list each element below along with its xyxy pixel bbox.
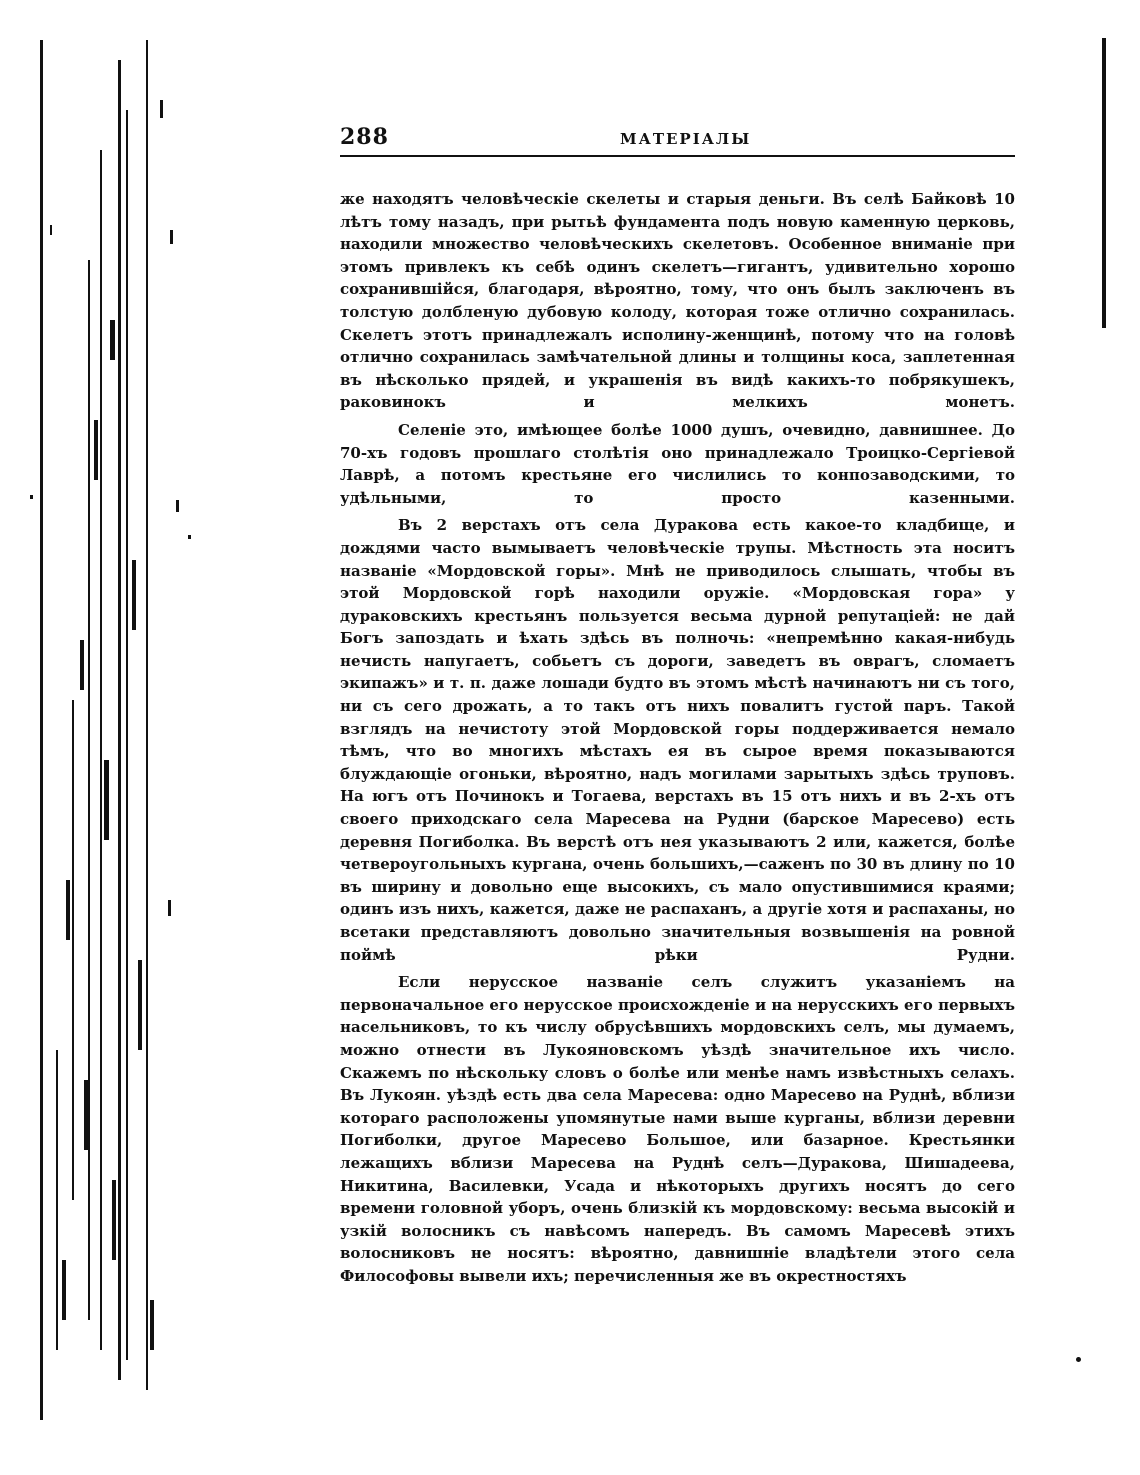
scan-right-edge	[1098, 30, 1118, 330]
running-title: МАТЕРІАЛЫ	[620, 130, 752, 148]
paragraph: Въ 2 верстахъ отъ села Дуракова есть какое-то кладбище, и дождями часто вымываетъ человѣческіе трупы. Мѣстность эта носитъ названіе «Мордовской горы». Мнѣ не приводилось слышать, чтобы въ этой Мордовской горѣ находили оружіе. «Мордовская гора» у дураковскихъ крестьянъ пользуется весьма дурной репутаціей: не дай Богъ запоздать и ѣхать здѣсь въ полночь: «непремѣнно какая-нибудь нечисть напугаетъ, собьетъ съ дороги, заведетъ въ оврагъ, сломаетъ экипажъ» и т. п. даже лошади будто въ этомъ мѣстѣ начинаютъ ни съ того, ни съ сего дрожать, а то такъ отъ нихъ повалитъ густой паръ. Такой взглядъ на нечистоту этой Мордовской горы поддерживается немало тѣмъ, что во многихъ мѣстахъ ея въ сырое время показываются блуждающіе огоньки, вѣроятно, надъ могилами зарытыхъ здѣсь труповъ. На югъ отъ Починокъ и Тогаева, верстахъ въ 15 отъ нихъ и въ 2-хъ отъ своего приходскаго села Маресева на Рудни (барское Маресево) есть деревня Погиболка. Въ верстѣ отъ нея указываютъ 2 или, кажется, болѣе четвероугольныхъ кургана, очень большихъ,—саженъ по 30 въ длину по 10 въ ширину и довольно еще высокихъ, съ мало опустившимися краями; одинъ изъ нихъ, кажется, даже не распаханъ, а другіе хотя и распаханы, но всетаки представляютъ довольно значительныя возвышенія на ровной поймѣ рѣки Рудни.	[340, 516, 1015, 964]
paragraph: же находятъ человѣческіе скелеты и старыя деньги. Въ селѣ Байковѣ 10 лѣтъ тому назадъ, при рытьѣ фундамента подъ новую каменную церковь, находили множество человѣческихъ скелетовъ. Особенное вниманіе при этомъ привлекъ къ себѣ одинъ скелетъ—гигантъ, удивительно хорошо сохранившійся, благодаря, вѣроятно, тому, что онъ былъ заключенъ въ толстую долбленую дубовую колоду, которая тоже отлично сохранилась. Скелетъ этотъ принадлежалъ исполину-женщинѣ, потому что на головѣ отлично сохранилась замѣчательной длины и толщины коса, заплетенная въ нѣсколько прядей, и украшенія въ видѣ какихъ-то побрякушекъ, раковинокъ и мелкихъ монетъ.	[340, 190, 1015, 412]
scan-speck	[1076, 1357, 1081, 1362]
scan-binding-edge	[0, 0, 200, 1475]
paragraph: Селеніе это, имѣющее болѣе 1000 душъ, очевидно, давнишнее. До 70-хъ годовъ прошлаго столѣтія оно принадлежало Троицко-Сергіевой Лаврѣ, а потомъ крестьяне его числились то конпозаводскими, то удѣльными, то просто казенными.	[340, 420, 1015, 507]
header-rule	[340, 155, 1015, 157]
text-column	[340, 188, 1015, 1293]
page-number: 288	[340, 124, 389, 150]
paragraph: Если нерусское названіе селъ служитъ указаніемъ на первоначальное его нерусское происхожденіе и на нерусскихъ его первыхъ насельниковъ, то къ числу обрусѣвшихъ мордовскихъ селъ, мы думаемъ, можно отнести въ Лукояновскомъ уѣздѣ значительное ихъ число. Скажемъ по нѣскольку словъ о болѣе или менѣе намъ извѣстныхъ селахъ. Въ Лукоян. уѣздѣ есть два села Маресева: одно Маресево на Руднѣ, вблизи котораго расположены упомянутые нами выше курганы, вблизи деревни Погиболки, другое Маресево Большое, или базарное. Крестьянки лежащихъ вблизи Маресева на Руднѣ селъ—Дуракова, Шишадеева, Никитина, Василевки, Усада и нѣкоторыхъ другихъ носятъ до сего времени головной уборъ, очень близкій къ мордовскому: весьма высокій и узкій волосникъ съ навѣсомъ напередъ. Въ самомъ Маресевѣ этихъ волосниковъ не носятъ: вѣроятно, давнишніе владѣтели этого села Философовы вывели ихъ; перечисленныя же въ окрестностяхъ	[340, 973, 1015, 1285]
page-header	[340, 124, 1015, 156]
